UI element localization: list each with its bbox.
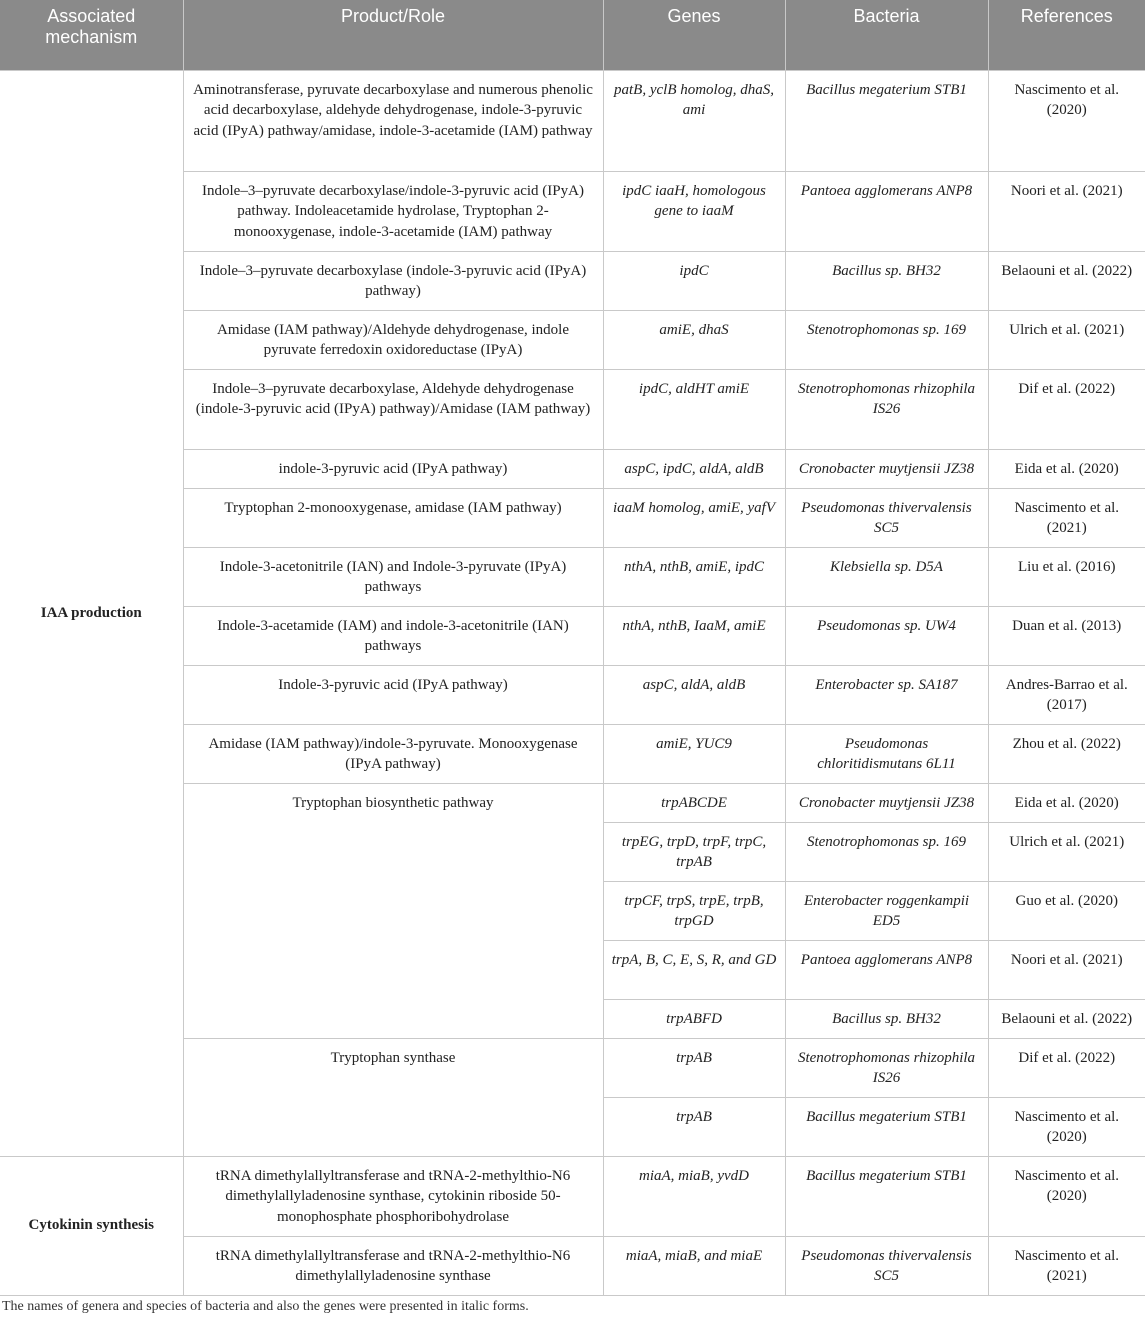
table-row xyxy=(0,70,1145,171)
genes-cell: patB, yclB homolog, dhaS, ami xyxy=(603,70,785,171)
mechanism-cytokinin-synthesis: Cytokinin synthesis xyxy=(0,1156,183,1295)
reference-cell: Eida et al. (2020) xyxy=(988,449,1145,488)
reference-cell: Dif et al. (2022) xyxy=(988,1038,1145,1097)
role-cell: Amidase (IAM pathway)/indole-3-pyruvate. Monooxygenase (IPyA pathway) xyxy=(183,724,603,783)
bacteria-cell: Enterobacter roggenkampii ED5 xyxy=(785,881,988,940)
mechanism-iaa-production: IAA production xyxy=(0,70,183,1156)
genes-cell: aspC, ipdC, aldA, aldB xyxy=(603,449,785,488)
genes-cell: trpCF, trpS, trpE, trpB, trpGD xyxy=(603,881,785,940)
genes-cell: trpAB xyxy=(603,1038,785,1097)
reference-cell: Noori et al. (2021) xyxy=(988,940,1145,999)
reference-cell: Liu et al. (2016) xyxy=(988,547,1145,606)
bacteria-cell: Bacillus megaterium STB1 xyxy=(785,1097,988,1156)
genes-cell: aspC, aldA, aldB xyxy=(603,665,785,724)
role-cell: Indole–3–pyruvate decarboxylase (indole-3-pyruvic acid (IPyA) pathway) xyxy=(183,251,603,310)
genes-cell: nthA, nthB, amiE, ipdC xyxy=(603,547,785,606)
bacteria-cell: Bacillus megaterium STB1 xyxy=(785,70,988,171)
genes-cell: miaA, miaB, yvdD xyxy=(603,1156,785,1236)
reference-cell: Guo et al. (2020) xyxy=(988,881,1145,940)
bacteria-cell: Bacillus sp. BH32 xyxy=(785,999,988,1038)
bacteria-cell: Stenotrophomonas sp. 169 xyxy=(785,822,988,881)
genes-cell: trpABFD xyxy=(603,999,785,1038)
genes-cell: trpA, B, C, E, S, R, and GD xyxy=(603,940,785,999)
bacteria-cell: Pseudomonas chloritidismutans 6L11 xyxy=(785,724,988,783)
reference-cell: Zhou et al. (2022) xyxy=(988,724,1145,783)
header-row xyxy=(0,0,1145,70)
table-footnote: The names of genera and species of bacteria and also the genes were presented in italic forms. xyxy=(2,1299,529,1314)
genes-cell: trpAB xyxy=(603,1097,785,1156)
header-genes: Genes xyxy=(603,0,785,70)
bacteria-cell: Pantoea agglomerans ANP8 xyxy=(785,171,988,251)
reference-cell: Nascimento et al. (2020) xyxy=(988,70,1145,171)
genes-cell: ipdC xyxy=(603,251,785,310)
role-cell: tRNA dimethylallyltransferase and tRNA-2-methylthio-N6 dimethylallyladenosine synthase xyxy=(183,1236,603,1295)
genes-cell: amiE, dhaS xyxy=(603,310,785,369)
bacteria-cell: Cronobacter muytjensii JZ38 xyxy=(785,449,988,488)
reference-cell: Eida et al. (2020) xyxy=(988,783,1145,822)
genes-cell: trpABCDE xyxy=(603,783,785,822)
reference-cell: Ulrich et al. (2021) xyxy=(988,822,1145,881)
bacteria-cell: Klebsiella sp. D5A xyxy=(785,547,988,606)
bacteria-cell: Pantoea agglomerans ANP8 xyxy=(785,940,988,999)
role-cell: indole-3-pyruvic acid (IPyA pathway) xyxy=(183,449,603,488)
role-cell: Aminotransferase, pyruvate decarboxylase and numerous phenolic acid decarboxylase, aldehyde dehydrogenase, indole-3-pyruvic acid (IPyA) pathway/amidase, indole-3-acetamide (IAM) pathway xyxy=(183,70,603,171)
reference-cell: Belaouni et al. (2022) xyxy=(988,251,1145,310)
role-cell: Indole-3-acetamide (IAM) and indole-3-acetonitrile (IAN) pathways xyxy=(183,606,603,665)
reference-cell: Dif et al. (2022) xyxy=(988,369,1145,449)
reference-cell: Nascimento et al. (2020) xyxy=(988,1097,1145,1156)
role-cell: Indole–3–pyruvate decarboxylase/indole-3-pyruvic acid (IPyA) pathway. Indoleacetamide hydrolase, Tryptophan 2-monooxygenase, indole-3-acetamide (IAM) pathway xyxy=(183,171,603,251)
reference-cell: Nascimento et al. (2021) xyxy=(988,1236,1145,1295)
header-references: References xyxy=(988,0,1145,70)
role-cell: Tryptophan biosynthetic pathway xyxy=(183,783,603,1038)
role-cell: Indole-3-pyruvic acid (IPyA pathway) xyxy=(183,665,603,724)
reference-cell: Noori et al. (2021) xyxy=(988,171,1145,251)
header-mechanism: Associated mechanism xyxy=(0,0,183,70)
role-cell: tRNA dimethylallyltransferase and tRNA-2-methylthio-N6 dimethylallyladenosine synthase, cytokinin riboside 50-monophosphate phosphoribohydrolase xyxy=(183,1156,603,1236)
bacteria-cell: Stenotrophomonas rhizophila IS26 xyxy=(785,1038,988,1097)
bacteria-cell: Stenotrophomonas rhizophila IS26 xyxy=(785,369,988,449)
role-cell: Amidase (IAM pathway)/Aldehyde dehydrogenase, indole pyruvate ferredoxin oxidoreductase (IPyA) xyxy=(183,310,603,369)
role-cell: Tryptophan synthase xyxy=(183,1038,603,1156)
reference-cell: Nascimento et al. (2020) xyxy=(988,1156,1145,1236)
bacteria-cell: Bacillus sp. BH32 xyxy=(785,251,988,310)
bacteria-cell: Enterobacter sp. SA187 xyxy=(785,665,988,724)
reference-cell: Belaouni et al. (2022) xyxy=(988,999,1145,1038)
bacteria-cell: Pseudomonas thivervalensis SC5 xyxy=(785,1236,988,1295)
header-product-role: Product/Role xyxy=(183,0,603,70)
header-bacteria: Bacteria xyxy=(785,0,988,70)
genes-cell: nthA, nthB, IaaM, amiE xyxy=(603,606,785,665)
role-cell: Indole-3-acetonitrile (IAN) and Indole-3-pyruvate (IPyA) pathways xyxy=(183,547,603,606)
bacteria-cell: Pseudomonas thivervalensis SC5 xyxy=(785,488,988,547)
genes-cell: amiE, YUC9 xyxy=(603,724,785,783)
genes-cell: ipdC iaaH, homologous gene to iaaM xyxy=(603,171,785,251)
genes-cell: trpEG, trpD, trpF, trpC, trpAB xyxy=(603,822,785,881)
genes-cell: miaA, miaB, and miaE xyxy=(603,1236,785,1295)
role-cell: Tryptophan 2-monooxygenase, amidase (IAM pathway) xyxy=(183,488,603,547)
genes-cell: iaaM homolog, amiE, yafV xyxy=(603,488,785,547)
bacteria-cell: Cronobacter muytjensii JZ38 xyxy=(785,783,988,822)
bacteria-cell: Bacillus megaterium STB1 xyxy=(785,1156,988,1236)
table-row xyxy=(0,1156,1145,1236)
reference-cell: Duan et al. (2013) xyxy=(988,606,1145,665)
role-cell: Indole–3–pyruvate decarboxylase, Aldehyde dehydrogenase (indole-3-pyruvic acid (IPyA) pathway)/Amidase (IAM pathway) xyxy=(183,369,603,449)
reference-cell: Andres-Barrao et al. (2017) xyxy=(988,665,1145,724)
bacteria-cell: Pseudomonas sp. UW4 xyxy=(785,606,988,665)
reference-cell: Ulrich et al. (2021) xyxy=(988,310,1145,369)
genes-cell: ipdC, aldHT amiE xyxy=(603,369,785,449)
reference-cell: Nascimento et al. (2021) xyxy=(988,488,1145,547)
bacteria-cell: Stenotrophomonas sp. 169 xyxy=(785,310,988,369)
